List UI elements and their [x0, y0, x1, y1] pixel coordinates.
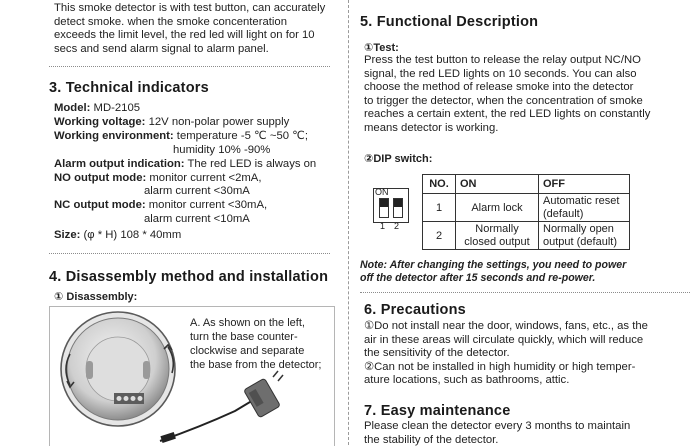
disassembly-subheading: ① Disassembly:: [54, 291, 138, 303]
precaution-line: ature locations, such as bathrooms, attic.: [364, 374, 570, 387]
dip-note: [360, 259, 698, 285]
disassembly-heading: 4. Disassembly method and installation: [49, 269, 329, 285]
maintenance-heading: 7. Easy maintenance: [364, 403, 511, 419]
precaution-line: ①Do not install near the door, windows, fans, etc., as the: [364, 320, 648, 332]
precaution-line: the sensitivity of the detector.: [364, 347, 510, 360]
disassembly-instructions: [190, 317, 338, 373]
precaution-line: air in these areas will circulate quickly, which will reduce: [364, 333, 644, 346]
spec-environment: Working environment: temperature -5 ℃ ~50 ℃;: [54, 129, 308, 142]
test-line: means detector is working.: [364, 121, 499, 134]
section-divider: [49, 253, 330, 254]
note-line: off the detector after 15 seconds and re-power.: [360, 272, 596, 284]
spec-environment-humidity: humidity 10% -90%: [173, 143, 271, 156]
spec-no-alarm-current: alarm current <30mA: [144, 185, 250, 198]
spec-nc-output: NC output mode: monitor current <30mA,: [54, 199, 268, 212]
spec-voltage: Working voltage: 12V non-polar power supply: [54, 115, 290, 128]
test-subheading: ①Test:: [364, 42, 399, 54]
section-divider: [360, 292, 690, 293]
dip-settings-table: [422, 174, 630, 250]
dip-on-label: ON: [375, 187, 389, 197]
table-cell: Automatic reset (default): [539, 194, 630, 222]
test-line: reaches a certain extent, the red LED lights on constantly: [364, 108, 651, 121]
table-header-row: [423, 175, 630, 194]
intro-line: secs and send alarm signal to alarm panel.: [54, 42, 269, 55]
test-paragraph: [364, 54, 694, 136]
functional-heading: 5. Functional Description: [360, 14, 539, 30]
tech-heading: 3. Technical indicators: [49, 80, 209, 96]
test-line: choose the method of release smoke into the detector: [364, 81, 634, 94]
spec-size: Size: (φ * H) 108 * 40mm: [54, 229, 182, 242]
table-header: OFF: [539, 175, 630, 194]
test-line: Press the test button to release the relay output NC/NO: [364, 54, 641, 66]
intro-line: exceeds the limit level, the red led will light on for 10: [54, 29, 315, 42]
maintenance-line: the stability of the detector.: [364, 433, 499, 446]
note-line: Note: After changing the settings, you need to power: [360, 259, 627, 271]
dip-switch-1: [379, 198, 389, 218]
test-line: to trigger the detector, when the concentration of smoke: [364, 94, 643, 107]
table-row: [423, 194, 630, 222]
test-line: signal, the red LED lights on 10 seconds. You can also: [364, 67, 637, 80]
disassembly-illustration-box: [49, 306, 335, 446]
instruction-line: the base from the detector;: [190, 358, 322, 371]
table-cell: Normally closed output: [456, 222, 539, 250]
spec-no-output: NO output mode: monitor current <2mA,: [54, 171, 262, 184]
spec-alarm-output: Alarm output indication: The red LED is always on: [54, 157, 317, 170]
table-header: ON: [456, 175, 539, 194]
tech-specs: [54, 102, 344, 243]
table-cell: Alarm lock: [456, 194, 539, 222]
maintenance-line: Please clean the detector every 3 months to maintain: [364, 420, 631, 432]
dip-switch-graphic: [373, 188, 407, 232]
maintenance-paragraph: [364, 420, 698, 447]
intro-line: This smoke detector is with test button, can accurately: [54, 2, 326, 14]
precautions-paragraph: [364, 320, 698, 388]
dip-subheading: ②DIP switch:: [364, 153, 433, 165]
table-cell: Normally open output (default): [539, 222, 630, 250]
instruction-line: clockwise and separate: [190, 344, 305, 357]
table-header: NO.: [423, 175, 456, 194]
table-cell: 2: [423, 222, 456, 250]
instruction-line: turn the base counter-: [190, 330, 298, 343]
dip-switch-2: [393, 198, 403, 218]
table-cell: 1: [423, 194, 456, 222]
dip-number-2: 2: [394, 221, 400, 231]
instruction-line: A. As shown on the left,: [190, 317, 305, 329]
intro-line: detect smoke. when the smoke concenteration: [54, 15, 287, 28]
spec-nc-alarm-current: alarm current <10mA: [144, 213, 250, 226]
intro-paragraph: [54, 2, 344, 56]
spec-model: Model: MD-2105: [54, 102, 141, 114]
section-divider: [49, 66, 330, 67]
table-row: [423, 222, 630, 250]
column-divider: [348, 0, 349, 445]
dip-number-1: 1: [380, 221, 386, 231]
precaution-line: ②Can not be installed in high humidity or high temper-: [364, 360, 636, 373]
precautions-heading: 6. Precautions: [364, 302, 466, 318]
